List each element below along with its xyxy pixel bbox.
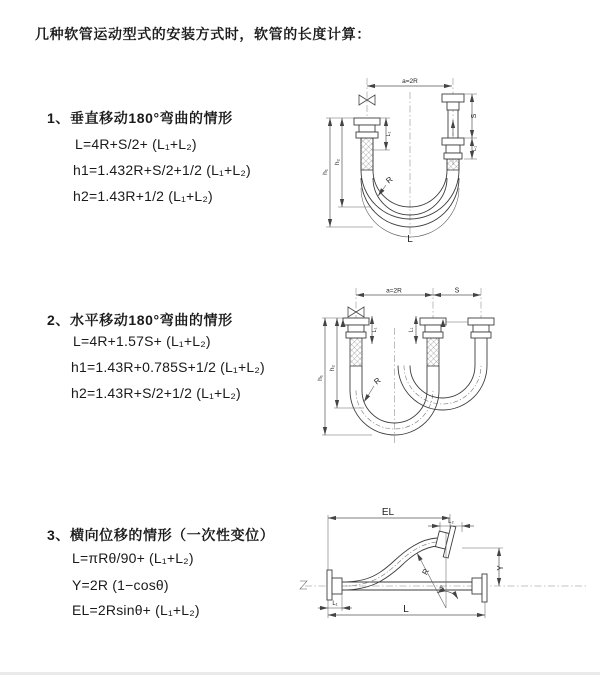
dim-label-h1: h₁	[322, 169, 329, 175]
section1-formula-h2: h2=1.43R+1/2 (L₁+L₂)	[73, 188, 213, 204]
dim-label-s: S	[471, 113, 478, 119]
dim-label-h2: h₂	[329, 364, 336, 372]
section3-formula-Y: Y=2R (1−cosθ)	[72, 577, 169, 593]
dim-label-h1: h₁	[317, 375, 324, 381]
dim-l	[328, 600, 485, 618]
hose-u-position2	[398, 338, 487, 410]
section3-formula-L: L=πRθ/90+ (L₁+L₂)	[72, 550, 194, 566]
radius-callout	[378, 175, 395, 196]
section2-formula-h2: h2=1.43R+S/2+1/2 (L₁+L₂)	[71, 385, 241, 401]
section2-heading: 2、水平移动180°弯曲的情形	[47, 312, 233, 328]
upper-flange	[434, 523, 456, 558]
dim-label-y: Y	[496, 565, 505, 571]
dim-label-l: L	[403, 604, 409, 615]
dim-l1-left	[372, 316, 378, 344]
dim-label-l1: L₁	[332, 601, 338, 607]
section1-formula-h1: h1=1.432R+S/2+1/2 (L₁+L₂)	[73, 162, 251, 178]
dim-label-l1-left: L₁	[372, 327, 378, 333]
section3-heading: 3、横向位移的情形（一次性变位）	[47, 527, 275, 543]
dim-l1	[318, 594, 352, 611]
dim-label-l-bottom: L	[407, 234, 413, 245]
dim-label-r: R	[420, 567, 432, 577]
dim-l1-middle	[409, 316, 417, 344]
section1-heading: 1、垂直移动180°弯曲的情形	[47, 110, 233, 126]
right-flange	[472, 574, 487, 602]
dim-label-theta: θ	[439, 586, 443, 592]
dim-label-el: EL	[381, 507, 395, 518]
diagram-horizontal-180-bend	[312, 282, 537, 452]
centerline-break-mark	[300, 581, 307, 589]
dim-label-s: S	[454, 287, 460, 295]
dim-s-l1-right	[464, 94, 478, 159]
diagram-lateral-displacement	[300, 502, 600, 657]
dim-label-l2: L₂	[448, 519, 454, 525]
left-flange	[327, 570, 342, 600]
section1-formula-L: L=4R+S/2+ (L₁+L₂)	[75, 136, 197, 152]
dim-s	[433, 288, 481, 296]
dim-label-r: R	[384, 174, 395, 186]
page-title: 几种软管运动型式的安装方式时，软管的长度计算：	[35, 26, 371, 42]
dim-label-r: R	[372, 375, 383, 387]
dim-label-l1-middle: L₁	[408, 327, 415, 333]
centerlines	[367, 78, 453, 240]
couplings	[343, 318, 494, 338]
left-coupling	[354, 118, 380, 138]
dim-label-a2r: a=2R	[402, 78, 418, 85]
dim-a2r	[356, 288, 433, 296]
dim-label-l1: L₁	[472, 146, 478, 151]
section2-formula-L: L=4R+1.57S+ (L₁+L₂)	[73, 333, 211, 349]
section3-formula-EL: EL=2Rsinθ+ (L₁+L₂)	[72, 602, 200, 618]
dim-label-a2r: a=2R	[386, 287, 402, 295]
diagram-vertical-180-bend	[315, 70, 525, 250]
dim-label-l1-left: L₁	[386, 131, 392, 137]
radius-callout	[364, 376, 383, 402]
section2-formula-h1: h1=1.43R+0.785S+1/2 (L₁+L₂)	[71, 359, 265, 375]
dim-a2r	[367, 78, 452, 86]
dim-label-h2: h₂	[334, 158, 341, 166]
